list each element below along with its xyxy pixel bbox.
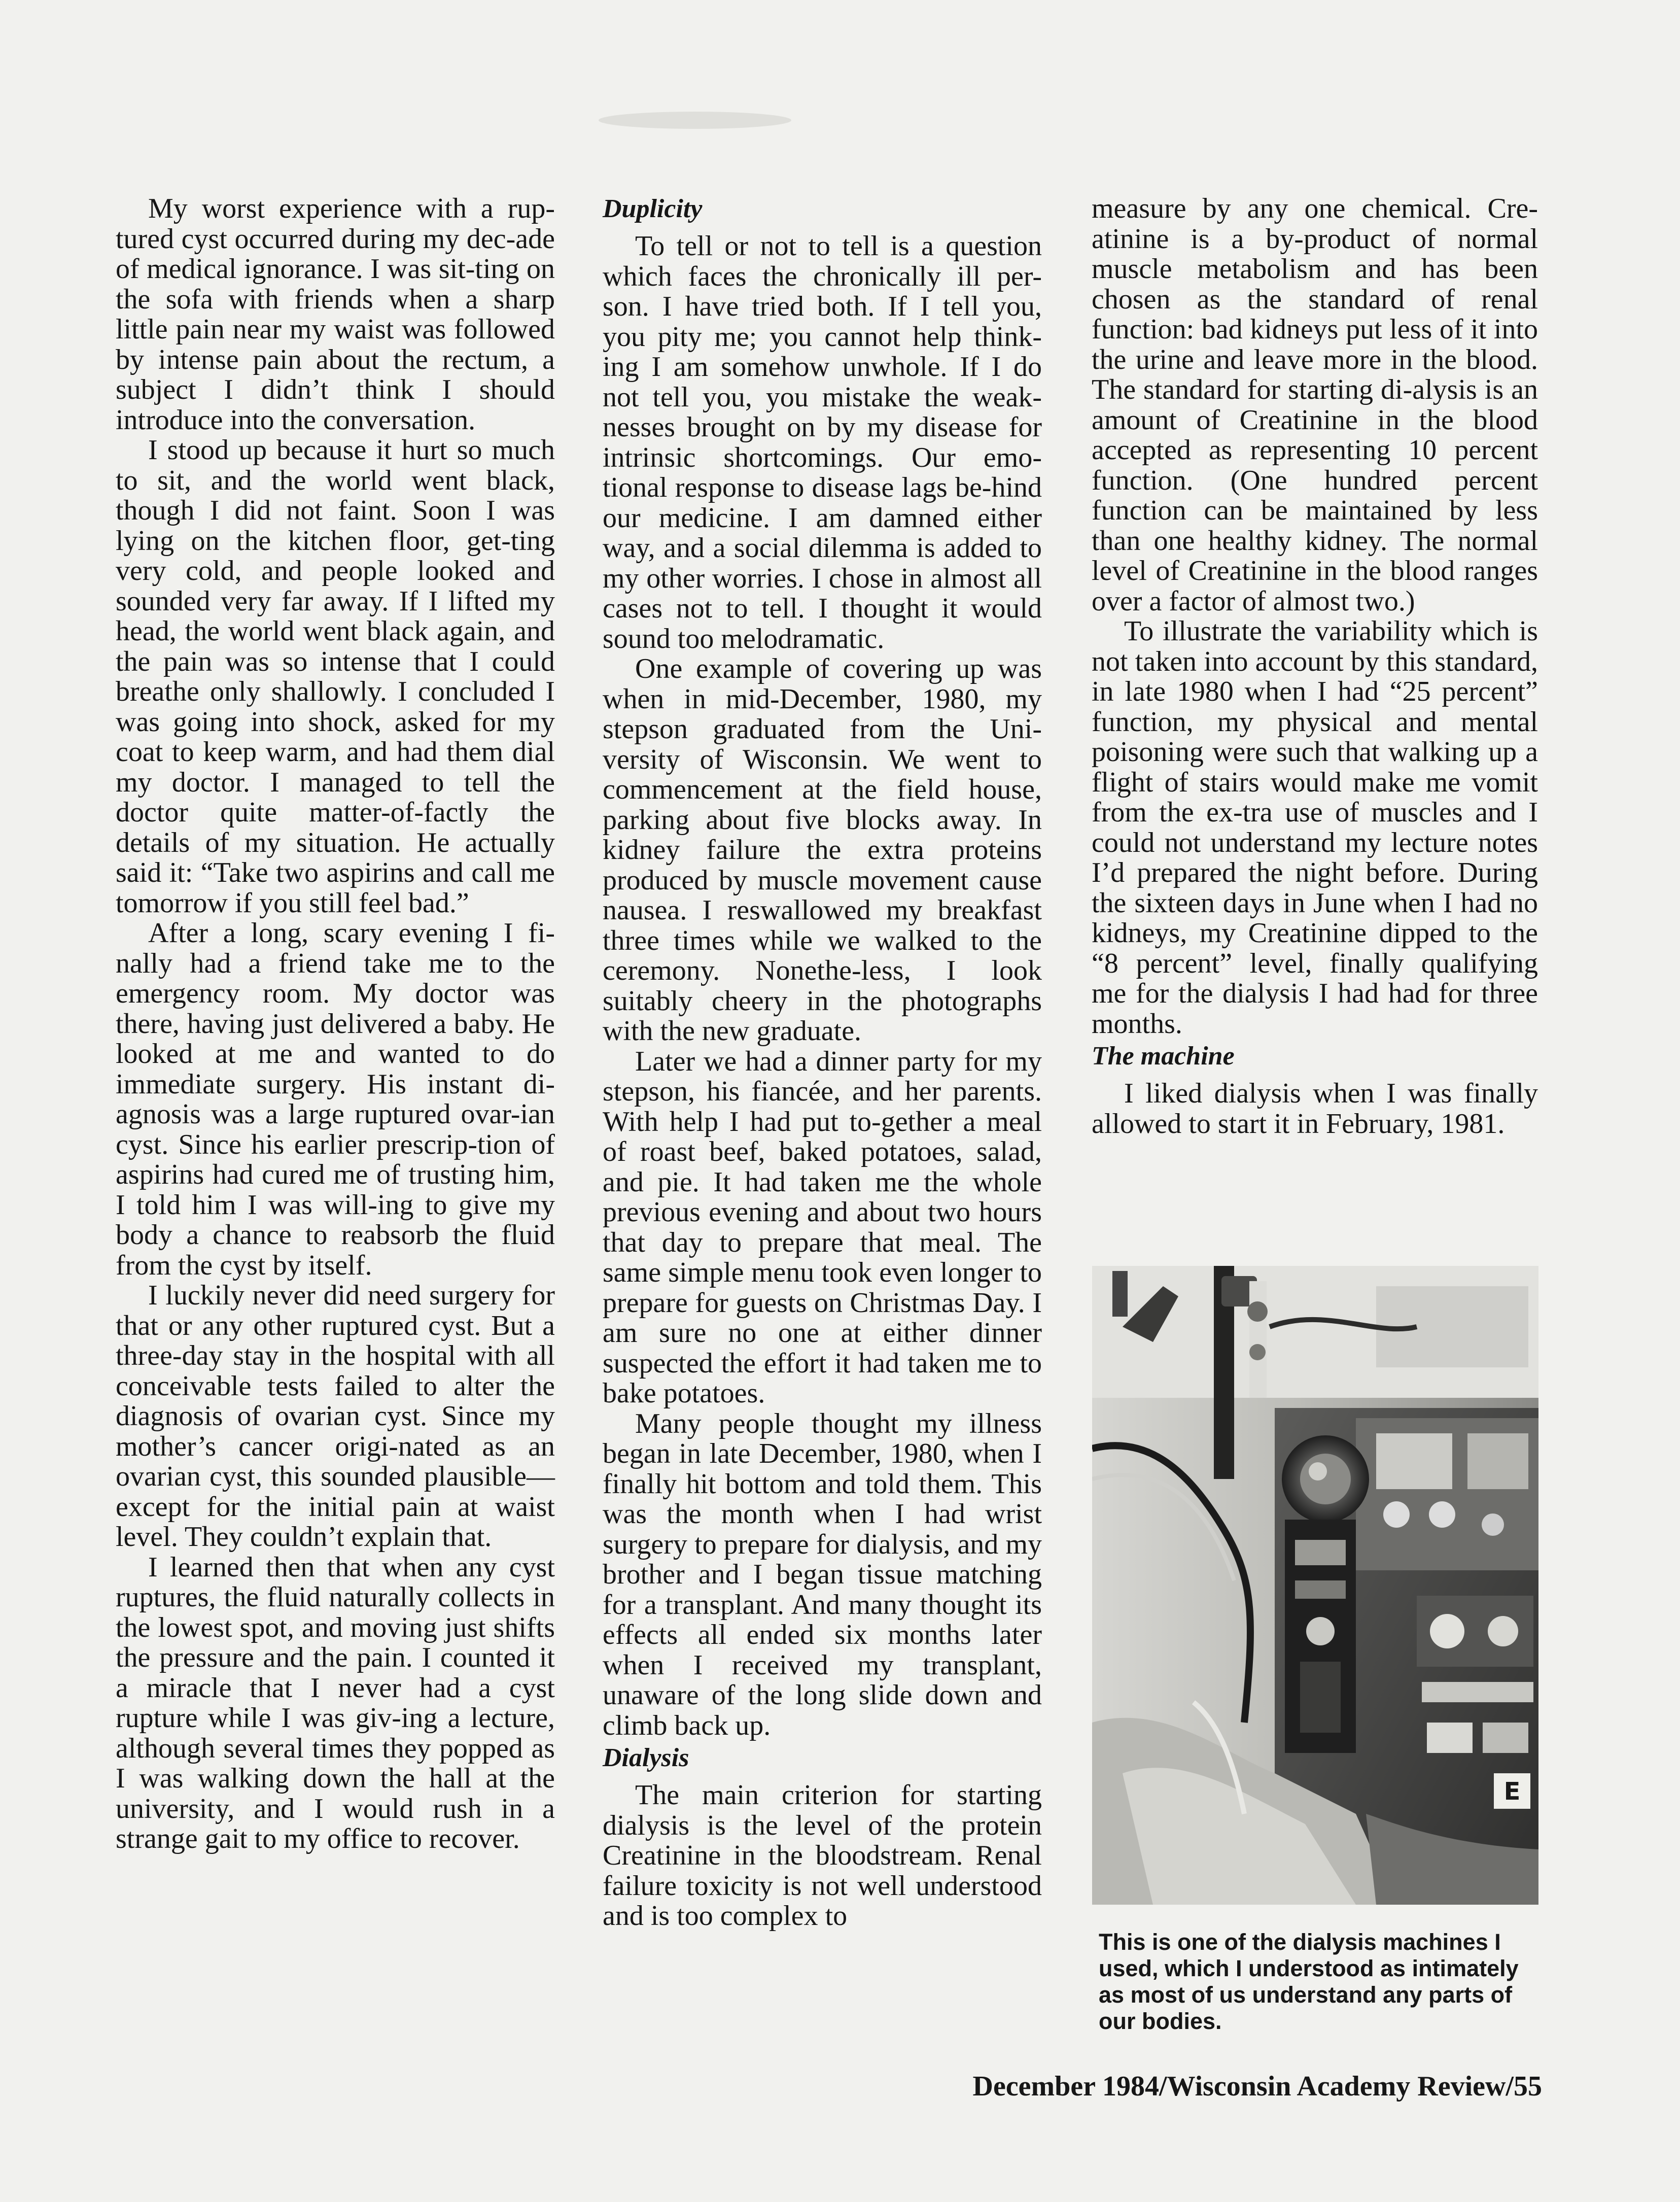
body-paragraph: I luckily never did need surgery for that or any other ruptured cyst. But a three-day stay in the hospital with all conceivable tests failed to alter the diagnosis of ovarian cyst. Since my mother’s cancer origi-nated as an ovarian cyst, this sounded plausible—except for the initial pain at waist level. They couldn’t explain that.: [116, 1280, 555, 1553]
print-smudge: [599, 112, 791, 129]
section-heading: Dialysis: [603, 1743, 689, 1772]
text-column-2: [603, 194, 1042, 1932]
panel-letter: E: [1503, 1777, 1521, 1806]
body-paragraph: I learned then that when any cyst ruptures, the fluid naturally collects in the lowest spot, and moving just shifts the pressure and the pain. I counted it a miracle that I never had a cyst rupture while I was giv-ing a lecture, although several times they popped as I was walking down the hall at the university, and I would rush in a strange gait to my office to recover.: [116, 1551, 555, 1854]
text-column-1: [116, 194, 555, 1854]
body-paragraph: After a long, scary evening I fi-nally had a friend take me to the emergency room. My doctor was there, having just delivered a baby. He looked at me and wanted to do immediate surgery. His instant di-agnosis was a large ruptured ovar-ian cyst. Since his earlier prescrip-tion of aspirins had cured me of trusting him, I told him I was will-ing to give my body a chance to reabsorb the fluid from the cyst by itself.: [116, 917, 555, 1281]
photo-caption: This is one of the dialysis machines I used, which I understood as intimately as most of us understand any parts of our bodies.: [1099, 1929, 1519, 2034]
body-paragraph: measure by any one chemical. Cre-atinine is a by-product of normal muscle metabolism and has been chosen as the standard of renal function: bad kidneys put less of it into the urine and leave more in the blood. The standard for starting di-alysis is an amount of Creatinine in the blood accepted as representing 10 percent function. (One hundred percent function can be maintained by less than one healthy kidney. The normal level of Creatinine in the blood ranges over a factor of almost two.): [1092, 193, 1538, 617]
body-paragraph: The main criterion for starting dialysis is the level of the protein Creatinine in the bloodstream. Renal failure toxicity is not well understood and is too complex to: [603, 1779, 1042, 1932]
section-heading: The machine: [1092, 1042, 1235, 1071]
body-paragraph: My worst experience with a rup-tured cyst occurred during my dec-ade of medical ignorance. I was sit-ting on the sofa with friends when a sharp little pain near my waist was followed by intense pain about the rectum, a subject I didn’t think I should introduce into the conversation.: [116, 193, 555, 436]
section-heading: Duplicity: [603, 194, 703, 223]
body-paragraph: Later we had a dinner party for my stepson, his fiancée, and her parents. With help I had put to-gether a meal of roast beef, baked potatoes, salad, and pie. It had taken me the whole previous evening and about two hours that day to prepare that meal. The same simple menu took even longer to prepare for guests on Christmas Day. I am sure no one at either dinner suspected the effort it had taken me to bake potatoes.: [603, 1045, 1042, 1409]
body-paragraph: I liked dialysis when I was finally allowed to start it in February, 1981.: [1092, 1078, 1538, 1140]
body-paragraph: I stood up because it hurt so much to sit, and the world went black, though I did not faint. Soon I was lying on the kitchen floor, get-ting very cold, and people looked and sounded very far away. If I lifted my head, the world went black again, and the pain was so intense that I could breathe only shallowly. I concluded I was going into shock, asked for my coat to keep warm, and had them dial my doctor. I managed to tell the doctor quite matter-of-factly the details of my situation. He actually said it: “Take two aspirins and call me tomorrow if you still feel bad.”: [116, 434, 555, 919]
dialysis-machine-photo: [1092, 1266, 1538, 1905]
text-column-3: [1092, 194, 1538, 1139]
photo-illustration: [1092, 1266, 1538, 1905]
body-paragraph: To tell or not to tell is a question which faces the chronically ill per-son. I have tried both. If I tell you, you pity me; you cannot help think-ing I am somehow unwhole. If I do not tell you, you mistake the weak-nesses brought on by my disease for intrinsic shortcomings. Our emo-tional response to disease lags be-hind our medicine. I am damned either way, and a social dilemma is added to my other worries. I chose in almost all cases not to tell. I thought it would sound too melodramatic.: [603, 230, 1042, 655]
body-paragraph: Many people thought my illness began in late December, 1980, when I finally hit bottom and told them. This was the month when I had wrist surgery to prepare for dialysis, and my brother and I began tissue matching for a transplant. And many thought its effects all ended six months later when I received my transplant, unaware of the long slide down and climb back up.: [603, 1407, 1042, 1741]
body-paragraph: To illustrate the variability which is not taken into account by this standard, in late 1980 when I had “25 percent” function, my physical and mental poisoning were such that walking up a flight of stairs would make me vomit from the ex-tra use of muscles and I could not understand my lecture notes I’d prepared the night before. During the sixteen days in June when I had no kidneys, my Creatinine dipped to the “8 percent” level, finally qualifying me for the dialysis I had had for three months.: [1092, 615, 1538, 1040]
page-footer: December 1984/Wisconsin Academy Review/55: [972, 2071, 1542, 2102]
body-paragraph: One example of covering up was when in mid-December, 1980, my stepson graduated from the Uni-versity of Wisconsin. We went to commencement at the field house, parking about five blocks away. In kidney failure the extra proteins produced by muscle movement cause nausea. I reswallowed my breakfast three times while we walked to the ceremony. Nonethe-less, I look suitably cheery in the photographs with the new graduate.: [603, 653, 1042, 1047]
